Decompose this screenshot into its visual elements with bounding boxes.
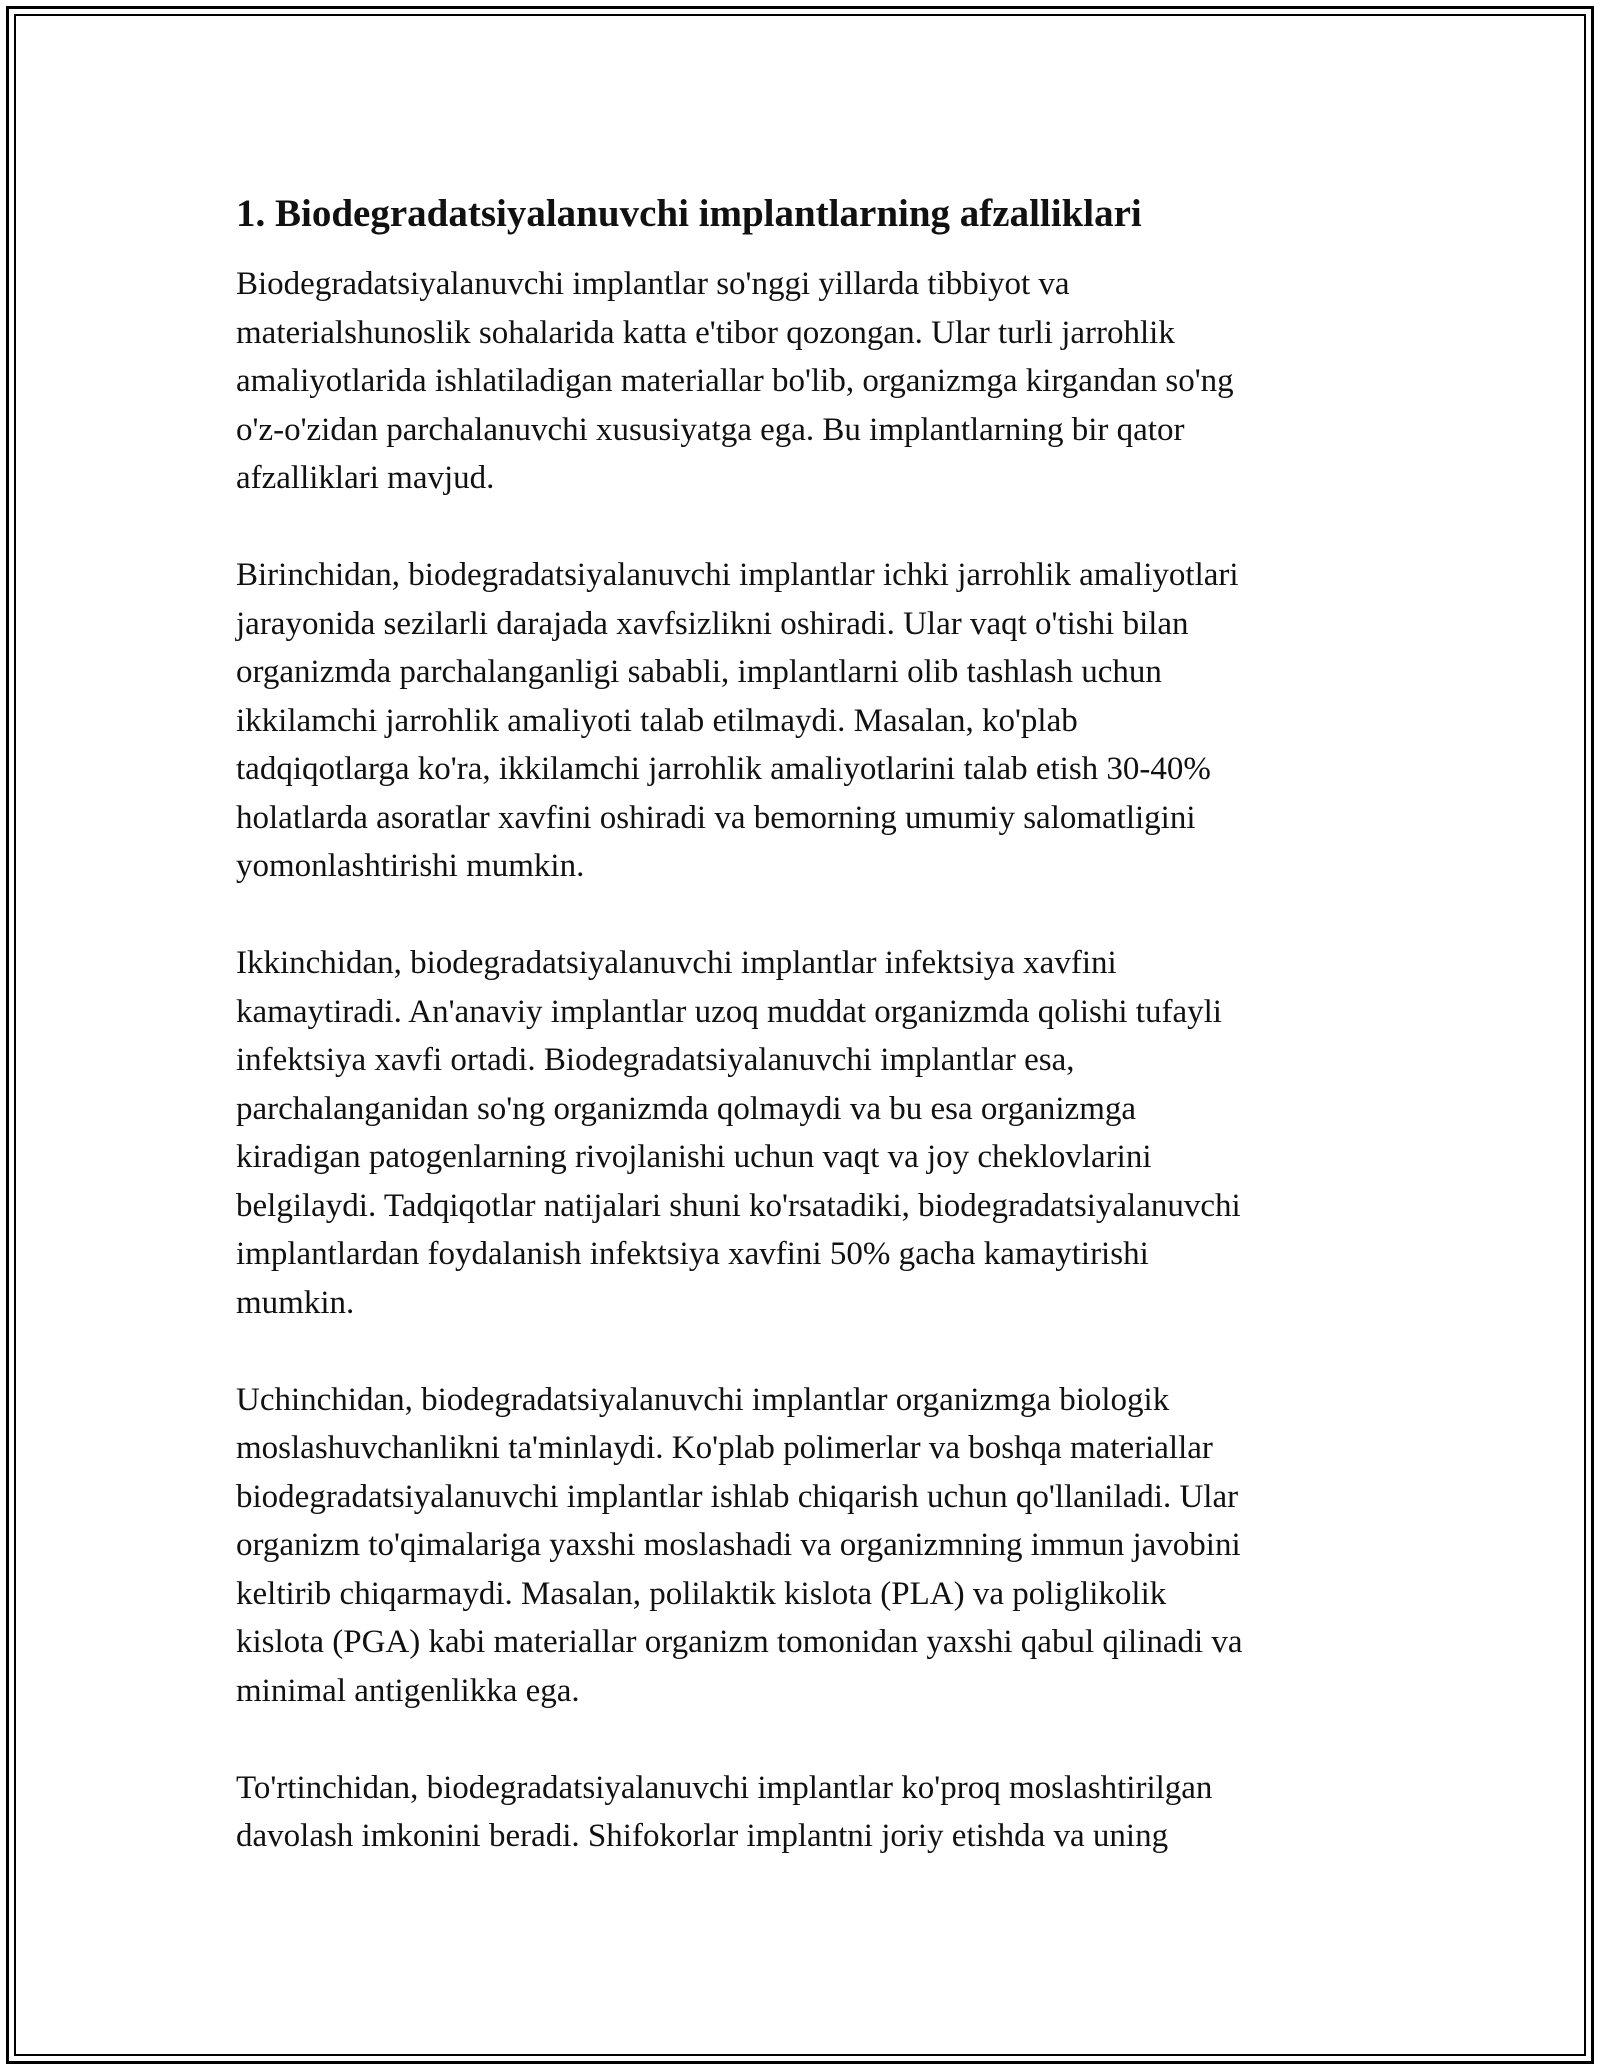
paragraph-first	[236, 551, 1376, 891]
text-line: parchalanganidan so'ng organizmda qolmaydi va bu esa organizmga	[236, 1090, 1137, 1127]
text-line: kislota (PGA) kabi materiallar organizm tomonidan yaxshi qabul qilinadi va	[236, 1624, 1243, 1660]
text-line: o'z-o'zidan parchalanuvchi xususiyatga ega. Bu implantlarning bir qator	[236, 411, 1185, 448]
text-line: infektsiya xavfi ortadi. Biodegradatsiyalanuvchi implantlar esa,	[236, 1042, 1075, 1078]
text-line: kamaytiradi. An'anaviy implantlar uzoq muddat organizmda qolishi tufayli	[236, 993, 1222, 1030]
text-line: holatlarda asoratlar xavfini oshiradi va bemorning umumiy salomatligini	[236, 799, 1196, 836]
text-line: afzalliklari mavjud.	[236, 460, 495, 496]
text-line: tadqiqotlarga ko'ra, ikkilamchi jarrohlik amaliyotlarini talab etish 30-40%	[236, 751, 1211, 787]
text-line: Biodegradatsiyalanuvchi implantlar so'nggi yillarda tibbiyot va	[236, 266, 1070, 302]
text-line: ikkilamchi jarrohlik amaliyoti talab etilmaydi. Masalan, ko'plab	[236, 702, 1078, 739]
text-line: To'rtinchidan, biodegradatsiyalanuvchi implantlar ko'proq moslashtirilgan	[236, 1769, 1213, 1806]
text-line: minimal antigenlikka ega.	[236, 1672, 580, 1709]
text-line: belgilaydi. Tadqiqotlar natijalari shuni ko'rsatadiki, biodegradatsiyalanuvchi	[236, 1187, 1241, 1224]
text-line: Uchinchidan, biodegradatsiyalanuvchi implantlar organizmga biologik	[236, 1381, 1170, 1418]
text-line: Birinchidan, biodegradatsiyalanuvchi implantlar ichki jarrohlik amaliyotlari	[236, 557, 1239, 593]
text-line: kiradigan patogenlarning rivojlanishi uchun vaqt va joy cheklovlarini	[236, 1139, 1152, 1175]
paragraph-third	[236, 1376, 1376, 1716]
text-line: biodegradatsiyalanuvchi implantlar ishlab chiqarish uchun qo'llaniladi. Ular	[236, 1478, 1239, 1515]
text-line: jarayonida sezilarli darajada xavfsizlikni oshiradi. Ular vaqt o'tishi bilan	[236, 605, 1189, 642]
text-line: keltirib chiqarmaydi. Masalan, polilaktik kislota (PLA) va poliglikolik	[236, 1575, 1167, 1612]
text-line: mumkin.	[236, 1284, 355, 1321]
text-line: implantlardan foydalanish infektsiya xavfini 50% gacha kamaytirishi	[236, 1236, 1149, 1272]
text-line: moslashuvchanlikni ta'minlaydi. Ko'plab polimerlar va boshqa materiallar	[236, 1430, 1213, 1466]
text-line: amaliyotlarida ishlatiladigan materiallar bo'lib, organizmga kirgandan so'ng	[236, 363, 1234, 399]
text-line: Ikkinchidan, biodegradatsiyalanuvchi implantlar infektsiya xavfini	[236, 945, 1117, 981]
text-line: davolash imkonini beradi. Shifokorlar implantni joriy etishda va uning	[236, 1818, 1169, 1854]
paragraph-intro	[236, 260, 1376, 503]
text-line: materialshunoslik sohalarida katta e'tibor qozongan. Ular turli jarrohlik	[236, 314, 1175, 351]
section-heading: 1. Biodegradatsiyalanuvchi implantlarning afzalliklari	[236, 192, 1142, 235]
text-line: yomonlashtirishi mumkin.	[236, 848, 585, 884]
text-line: organizm to'qimalariga yaxshi moslashadi va organizmning immun javobini	[236, 1527, 1241, 1563]
document-body	[236, 188, 1376, 1909]
paragraph-second	[236, 939, 1376, 1327]
paragraph-fourth	[236, 1764, 1376, 1861]
text-line: organizmda parchalanganligi sababli, implantlarni olib tashlash uchun	[236, 654, 1162, 690]
